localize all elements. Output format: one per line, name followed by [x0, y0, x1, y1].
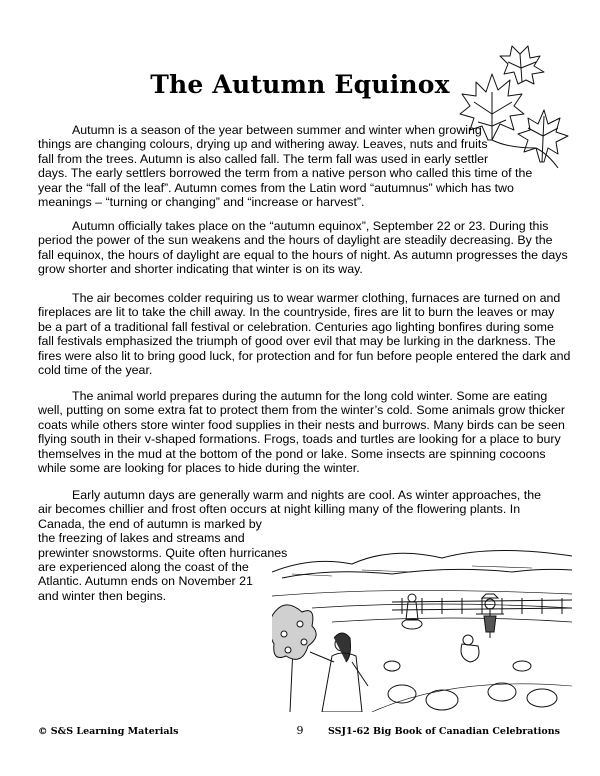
text-line: period the power of the sun weakens and the hours of daylight are steadily decreasing. By the	[38, 233, 553, 248]
text-line: prewinter snowstorms. Quite often hurricanes	[38, 545, 288, 560]
text-line: cold time of the year.	[38, 363, 153, 378]
page-number: 9	[296, 724, 304, 737]
text-line: Autumn officially takes place on the “autumn equinox”, September 22 or 23. During this	[72, 219, 549, 233]
text-line: things are changing colours, drying up and withering away. Leaves, nuts and fruits	[38, 137, 488, 152]
text-line: The animal world prepares during the autumn for the long cold winter. Some are eating	[72, 389, 548, 403]
page-title: The Autumn Equinox	[150, 70, 450, 99]
book-title-footer: SSJ1-62 Big Book of Canadian Celebrations	[327, 726, 560, 737]
text-line: fall from the trees. Autumn is also called fall. The term fall was used in early settler	[38, 151, 489, 166]
text-line: air becomes chillier and frost often occurs at night killing many of the flowering plants. In	[38, 502, 521, 517]
copyright-footer: © S&S Learning Materials	[38, 726, 179, 737]
paragraph-2	[38, 219, 568, 277]
paragraph-3	[38, 291, 571, 378]
text-line: fall equinox, the hours of daylight are equal to the hours of night. As autumn progresses the days	[38, 247, 568, 262]
text-line: are experienced along the coast of the	[38, 560, 249, 575]
text-line: coats while others store winter food supplies in their nests and burrows. Many birds can be seen	[38, 417, 565, 432]
text-line: days. The early settlers borrowed the term from a native person who called this time of the	[38, 166, 533, 181]
text-line: Atlantic. Autumn ends on November 21	[38, 574, 253, 589]
text-line: grow shorter and shorter indicating that winter is on its way.	[38, 262, 363, 277]
text-line: themselves in the mud at the bottom of the pond or lake. Some insects are spinning cocoons	[38, 446, 546, 461]
text-line: and winter then begins.	[38, 588, 167, 603]
text-line: the freezing of lakes and streams and	[38, 531, 245, 546]
text-line: while some are looking for places to hide during the winter.	[38, 461, 360, 476]
text-line: year the “fall of the leaf”. Autumn comes from the Latin word “autumnus” which has two	[38, 180, 514, 195]
text-line: flying south in their v-shaped formations. Frogs, toads and turtles are looking for a place to bury	[38, 432, 561, 447]
paragraph-1	[38, 123, 558, 209]
text-line: fires were also lit to bring good luck, for protection and for fun before people entered the dark and	[38, 348, 571, 363]
text-line: Early autumn days are generally warm and nights are cool. As winter approaches, the	[72, 488, 542, 502]
harvest-scene-illustration	[272, 516, 572, 712]
paragraph-4	[38, 389, 566, 476]
text-line: meanings – “turning or changing” and “increase or harvest”.	[38, 195, 365, 210]
text-line: fireplaces are lit to take the chill away. In the countryside, fires are lit to burn the leaves or may	[38, 305, 555, 320]
text-line: Autumn is a season of the year between summer and winter when growing	[72, 123, 482, 137]
text-line: be a part of a traditional fall festival or celebration. Centuries ago lighting bonfires during some	[38, 319, 554, 334]
text-line: Canada, the end of autumn is marked by	[38, 516, 262, 531]
text-line: well, putting on some extra fat to protect them from the winter’s cold. Some animals grow thicker	[38, 403, 566, 418]
text-line: fall festivals emphasized the triumph of good over evil that may be lurking in the darkness. The	[38, 334, 556, 349]
text-line: The air becomes colder requiring us to wear warmer clothing, furnaces are turned on and	[72, 291, 561, 305]
